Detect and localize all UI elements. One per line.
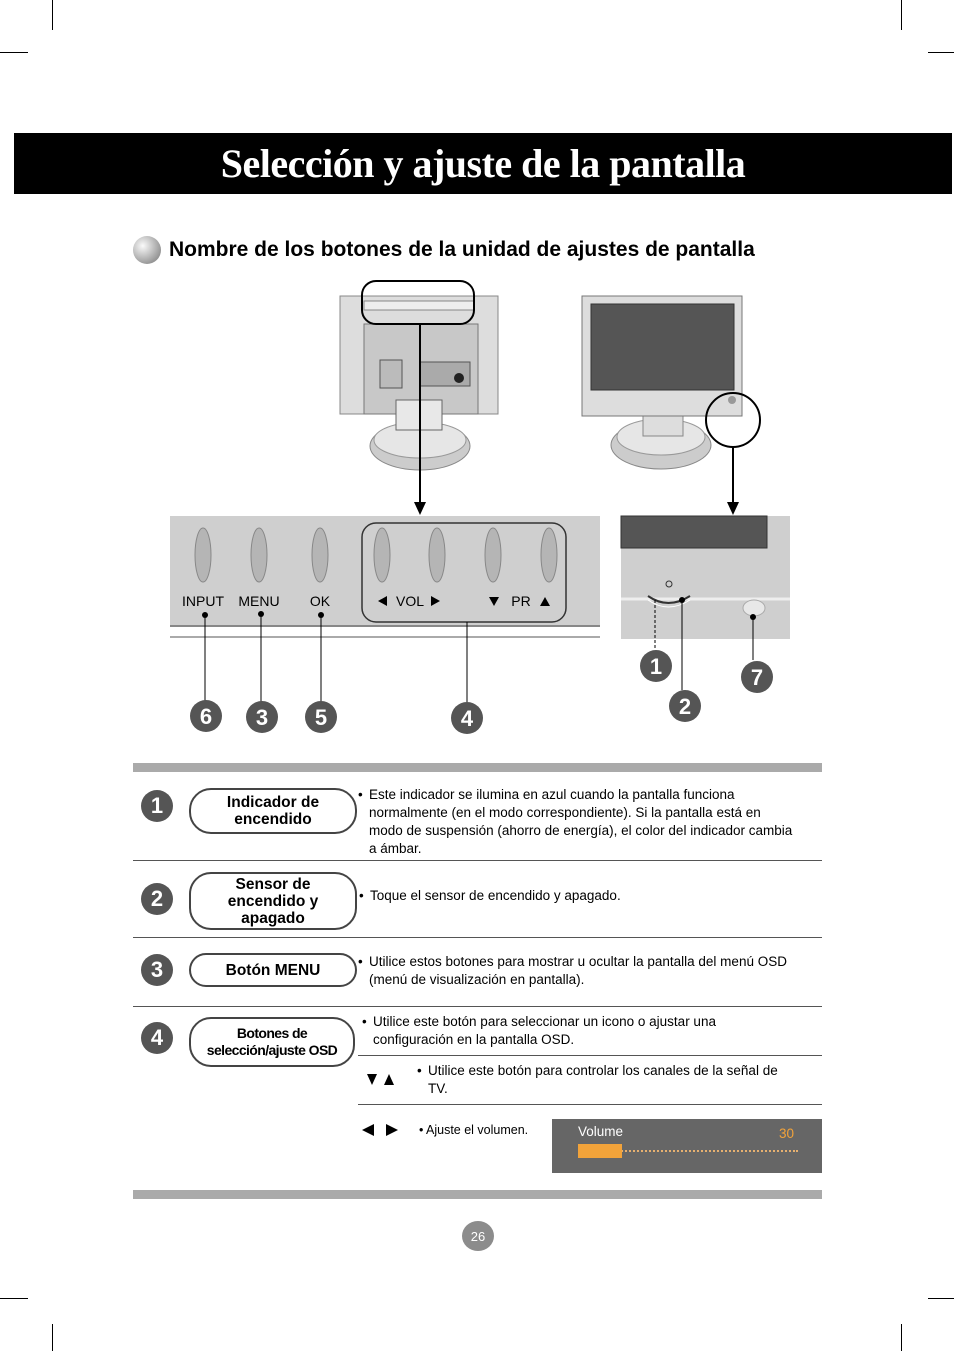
callout-3 <box>246 701 278 733</box>
label-boton-menu: Botón MENU <box>189 953 357 987</box>
row-number-1: 1 <box>141 790 173 822</box>
crop-mark <box>52 1324 53 1351</box>
row-1-description: • Este indicador se ilumina en azul cuando la pantalla funciona normalmente (en el modo correspondiente). Si la pantalla está en modo de suspensión (ahorro de energía), el color del indicador cambia a ámbar. <box>358 787 793 856</box>
pr-label: PR <box>511 593 531 609</box>
page-number: 26 <box>462 1221 494 1251</box>
vol-label: VOL <box>395 593 425 609</box>
row-number-3: 3 <box>141 954 173 986</box>
row-3-description: • Utilice estos botones para mostrar u ocultar la pantalla del menú OSD (menú de visualización en pantalla). <box>358 954 787 987</box>
monitor-front-illustration <box>582 296 760 469</box>
row-2-description: • Toque el sensor de encendido y apagado. <box>359 888 621 903</box>
pr-down-button[interactable] <box>485 528 501 582</box>
sub-divider <box>358 1104 822 1105</box>
callout-7 <box>741 661 773 693</box>
ok-label: OK <box>309 593 331 609</box>
callout-1 <box>640 650 672 682</box>
page-title: Selección y ajuste de la pantalla <box>14 133 952 194</box>
svg-text:6: 6 <box>199 704 213 729</box>
menu-button[interactable] <box>251 528 267 582</box>
front-bezel-detail <box>621 516 790 639</box>
control-panel-strip <box>170 516 600 637</box>
vol-down-button[interactable] <box>374 528 390 582</box>
callout-2 <box>669 690 701 722</box>
svg-text:1: 1 <box>649 654 663 679</box>
row-divider <box>133 1006 822 1007</box>
section-heading-text: Nombre de los botones de la unidad de ajustes de pantalla <box>169 238 755 261</box>
table-top-bar <box>133 763 822 772</box>
pr-description: • Utilice este botón para controlar los canales de la señal de TV. <box>417 1063 778 1096</box>
table-bottom-bar <box>133 1190 822 1199</box>
row-number-2: 2 <box>141 883 173 915</box>
label-sensor-encendido: Sensor de encendido y apagado <box>189 872 357 930</box>
crop-mark <box>901 0 902 30</box>
callout-4 <box>451 702 483 734</box>
svg-text:5: 5 <box>314 705 328 730</box>
svg-text:4: 4 <box>460 706 474 731</box>
svg-text:2: 2 <box>678 694 692 719</box>
crop-mark <box>0 52 28 53</box>
monitor-diagram <box>0 270 954 750</box>
volume-osd-value: 30 <box>778 1126 794 1141</box>
sphere-bullet-icon <box>133 236 161 264</box>
label-indicador-encendido: Indicador de encendido <box>189 788 357 834</box>
callout-6 <box>190 700 222 732</box>
row-4-description: • Utilice este botón para seleccionar un icono o ajustar una configuración en la pantalla OSD. <box>362 1014 716 1047</box>
crop-mark <box>928 1298 954 1299</box>
ok-button[interactable] <box>312 528 328 582</box>
sub-divider <box>358 1055 822 1056</box>
svg-text:3: 3 <box>255 705 269 730</box>
pr-arrows-icon <box>366 1073 396 1087</box>
row-divider <box>133 860 822 861</box>
vol-up-button[interactable] <box>429 528 445 582</box>
crop-mark <box>928 52 954 53</box>
input-label: INPUT <box>182 593 224 609</box>
vol-description: • Ajuste el volumen. <box>419 1123 529 1137</box>
callout-5 <box>305 701 337 733</box>
volume-osd-label: Volume <box>578 1124 624 1139</box>
volume-fill <box>578 1144 622 1158</box>
crop-mark <box>0 1298 28 1299</box>
label-botones-seleccion: Botones de selección/ajuste OSD <box>189 1017 355 1067</box>
pr-up-button[interactable] <box>541 528 557 582</box>
crop-mark <box>52 0 53 30</box>
section-heading <box>133 236 755 264</box>
row-number-4: 4 <box>141 1022 173 1054</box>
crop-mark <box>901 1324 902 1351</box>
svg-text:7: 7 <box>750 665 764 690</box>
volume-osd <box>552 1119 822 1173</box>
row-divider <box>133 937 822 938</box>
vol-arrows-icon <box>360 1123 402 1137</box>
menu-label: MENU <box>238 593 280 609</box>
input-button[interactable] <box>195 528 211 582</box>
